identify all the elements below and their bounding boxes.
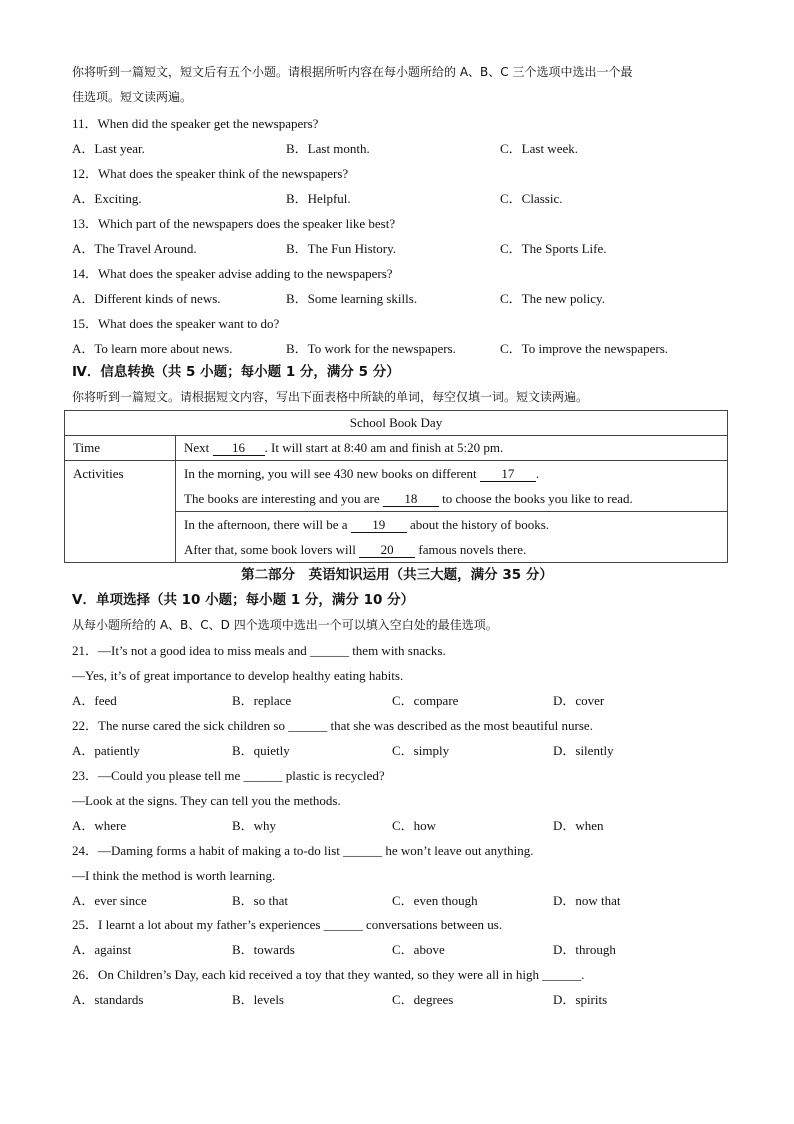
- question-13-option-a: A．The Travel Around.: [72, 241, 197, 256]
- question-24-line1: 24．—Daming forms a habit of making a to-do list ______ he won’t leave out anything.: [72, 843, 534, 858]
- question-24-line2: —I think the method is worth learning.: [72, 868, 276, 883]
- question-23-option-c: C．how: [392, 818, 437, 833]
- blank-17[interactable]: 17: [480, 467, 536, 482]
- afternoon-cell: [176, 512, 728, 563]
- activity-17-text-post: .: [535, 466, 540, 481]
- activity-20-text-post: famous novels there.: [418, 542, 527, 557]
- activity-20-text-pre: After that, some book lovers will: [184, 542, 356, 557]
- question-13-stem: 13．Which part of the newspapers does the speaker like best?: [72, 216, 396, 231]
- blank-20[interactable]: 20: [359, 543, 415, 558]
- section4-heading: Ⅳ．信息转换（共 5 小题；每小题 1 分，满分 5 分）: [72, 364, 400, 380]
- time-label: Time: [65, 436, 176, 461]
- question-14-option-c: C．The new policy.: [500, 291, 605, 306]
- time-text-pre: Next: [184, 440, 210, 455]
- question-11-option-b: B．Last month.: [286, 141, 370, 156]
- question-25-option-a: A．against: [72, 942, 132, 957]
- question-26-line1: 26．On Children’s Day, each kid received a toy that they wanted, so they were all in high ______.: [72, 967, 585, 982]
- question-21-line2: —Yes, it’s of great importance to develop healthy eating habits.: [72, 668, 404, 683]
- activity-18-text-pre: The books are interesting and you are: [184, 491, 380, 506]
- question-25-option-d: D．through: [553, 942, 616, 957]
- activity-19-text-post: about the history of books.: [410, 517, 550, 532]
- question-13-option-b: B．The Fun History.: [286, 241, 397, 256]
- blank-18[interactable]: 18: [383, 492, 439, 507]
- activity-line-19: [184, 512, 719, 537]
- question-22-option-d: D．silently: [553, 743, 614, 758]
- question-26-option-c: C．degrees: [392, 992, 454, 1007]
- section3-instruction-line1: 你将听到一篇短文，短文后有五个小题。请根据所听内容在每小题所给的 A、B、C 三个选项中选出一个最: [72, 65, 633, 79]
- question-14-stem: 14．What does the speaker advise adding to the newspapers?: [72, 266, 393, 281]
- blank-19[interactable]: 19: [351, 518, 407, 533]
- table-caption: School Book Day: [65, 411, 728, 436]
- question-22-option-a: A．patiently: [72, 743, 140, 758]
- question-22-option-c: C．simply: [392, 743, 450, 758]
- question-23-line2: —Look at the signs. They can tell you the methods.: [72, 793, 341, 808]
- question-21-option-c: C．compare: [392, 693, 459, 708]
- question-23-option-d: D．when: [553, 818, 604, 833]
- question-26-option-a: A．standards: [72, 992, 144, 1007]
- question-22-option-b: B．quietly: [232, 743, 290, 758]
- blank-16[interactable]: 16: [213, 441, 265, 456]
- question-11-option-a: A．Last year.: [72, 141, 145, 156]
- time-text-post: . It will start at 8:40 am and finish at 5:20 pm.: [264, 440, 504, 455]
- table-row-time: [65, 436, 728, 461]
- question-14-option-a: A．Different kinds of news.: [72, 291, 221, 306]
- activity-line-17: [184, 461, 719, 486]
- section5-instruction: 从每小题所给的 A、B、C、D 四个选项中选出一个可以填入空白处的最佳选项。: [72, 618, 498, 632]
- question-11-stem: 11．When did the speaker get the newspapers?: [72, 116, 319, 131]
- activity-19-text-pre: In the afternoon, there will be a: [184, 517, 348, 532]
- question-23-line1: 23．—Could you please tell me ______ plastic is recycled?: [72, 768, 385, 783]
- table-row-activities-morning: [65, 461, 728, 512]
- section4-instruction: 你将听到一篇短文。请根据短文内容，写出下面表格中所缺的单词，每空仅填一词。短文读两遍。: [72, 390, 589, 404]
- question-15-option-c: C．To improve the newspapers.: [500, 341, 669, 356]
- question-25-option-c: C．above: [392, 942, 445, 957]
- question-23-option-b: B．why: [232, 818, 277, 833]
- section3-instruction-line2: 佳选项。短文读两遍。: [72, 90, 193, 104]
- question-11-option-c: C．Last week.: [500, 141, 578, 156]
- activities-label: Activities: [65, 461, 176, 563]
- question-26-option-d: D．spirits: [553, 992, 608, 1007]
- time-cell: [176, 436, 728, 461]
- question-24-option-d: D．now that: [553, 893, 621, 908]
- morning-cell: [176, 461, 728, 512]
- question-25-line1: 25．I learnt a lot about my father’s experiences ______ conversations between us.: [72, 917, 503, 932]
- question-26-option-b: B．levels: [232, 992, 284, 1007]
- activity-17-text-pre: In the morning, you will see 430 new books on different: [184, 466, 477, 481]
- question-21-line1: 21．—It’s not a good idea to miss meals and ______ them with snacks.: [72, 643, 446, 658]
- section5-heading: Ⅴ．单项选择（共 10 小题；每小题 1 分，满分 10 分）: [72, 592, 415, 608]
- question-21-option-d: D．cover: [553, 693, 605, 708]
- question-12-option-a: A．Exciting.: [72, 191, 142, 206]
- part2-heading: 第二部分 英语知识运用（共三大题，满分 35 分）: [241, 567, 553, 583]
- school-book-day-table: [64, 410, 728, 563]
- activity-line-18: [184, 486, 719, 511]
- question-12-option-c: C．Classic.: [500, 191, 563, 206]
- question-21-option-a: A．feed: [72, 693, 117, 708]
- activity-line-20: [184, 537, 719, 562]
- question-24-option-a: A．ever since: [72, 893, 147, 908]
- question-12-option-b: B．Helpful.: [286, 191, 351, 206]
- question-15-stem: 15．What does the speaker want to do?: [72, 316, 280, 331]
- question-14-option-b: B．Some learning skills.: [286, 291, 418, 306]
- activity-18-text-post: to choose the books you like to read.: [442, 491, 633, 506]
- question-21-option-b: B．replace: [232, 693, 292, 708]
- question-24-option-b: B．so that: [232, 893, 288, 908]
- question-15-option-a: A．To learn more about news.: [72, 341, 233, 356]
- question-25-option-b: B．towards: [232, 942, 295, 957]
- question-12-stem: 12．What does the speaker think of the newspapers?: [72, 166, 349, 181]
- question-15-option-b: B．To work for the newspapers.: [286, 341, 456, 356]
- question-13-option-c: C．The Sports Life.: [500, 241, 607, 256]
- question-24-option-c: C．even though: [392, 893, 478, 908]
- question-22-line1: 22．The nurse cared the sick children so ______ that she was described as the most beautiful nurse.: [72, 718, 593, 733]
- question-23-option-a: A．where: [72, 818, 127, 833]
